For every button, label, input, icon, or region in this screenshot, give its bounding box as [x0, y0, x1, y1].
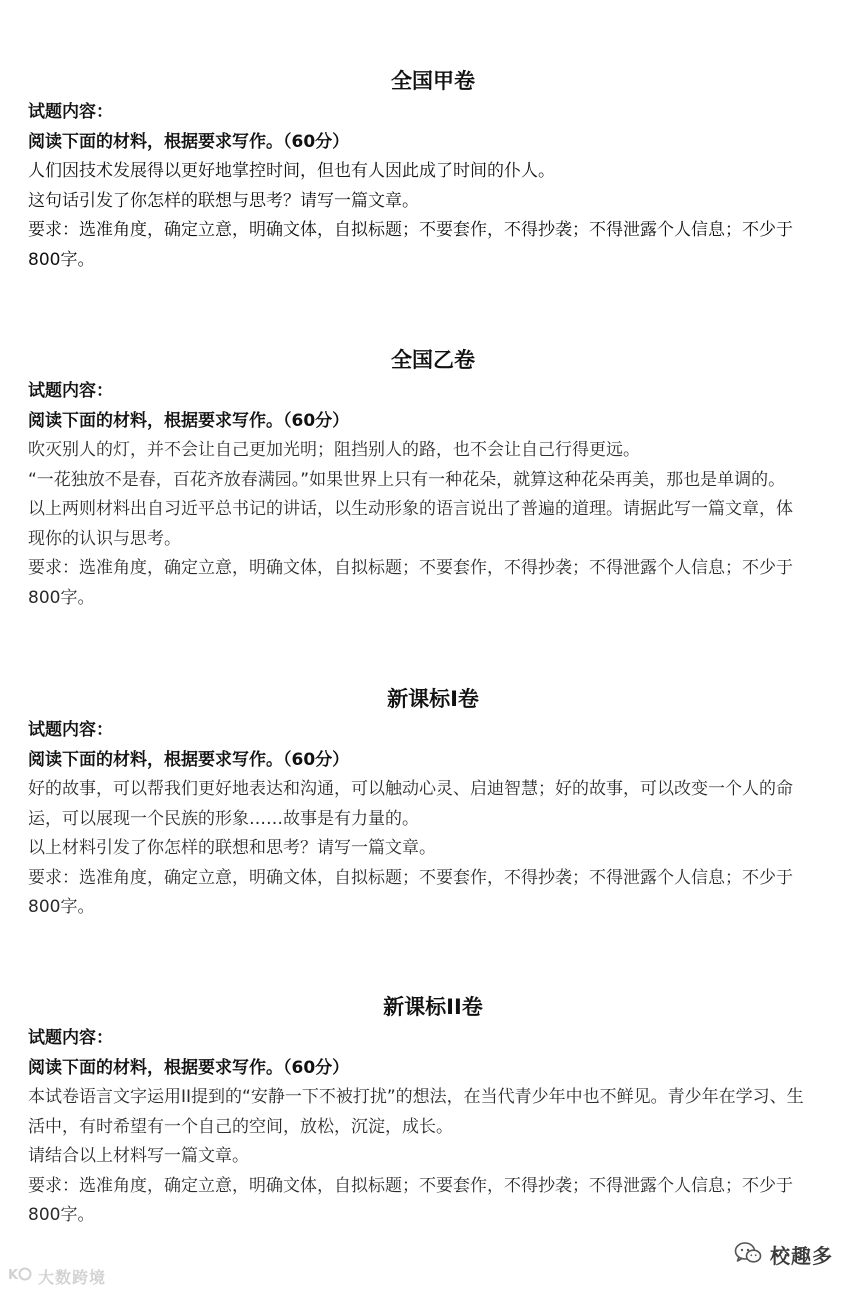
svg-text:K: K [8, 1268, 19, 1283]
section-quanguo-jia [28, 66, 808, 275]
section-title: 全国乙卷 [391, 348, 475, 372]
section-label: 试题内容： [28, 1028, 113, 1048]
section-paragraph: 这句话引发了你怎样的联想与思考？请写一篇文章。 [28, 190, 419, 211]
section-title: 新课标I卷 [387, 687, 479, 711]
logo-icon [8, 1264, 34, 1288]
section-paragraph: 本试卷语言文字运用II提到的“安静一下不被打扰”的想法，在当代青少年中也不鲜见。青少年在学习、生活中，有时希望有一个自己的空间，放松，沉淀，成长。 [28, 1087, 804, 1137]
section-xinkebiao-1 [28, 684, 808, 923]
section-paragraph: 请结合以上材料写一篇文章。 [28, 1146, 249, 1166]
watermark-right-text: 校趣多 [770, 1244, 833, 1268]
section-instruction: 阅读下面的材料，根据要求写作。（60分） [28, 749, 350, 770]
section-quanguo-yi [28, 345, 808, 613]
section-paragraph: 要求：选准角度，确定立意，明确文体，自拟标题；不要套作，不得抄袭；不得泄露个人信息；不少于800字。 [28, 558, 793, 608]
section-paragraph: 要求：选准角度，确定立意，明确文体，自拟标题；不要套作，不得抄袭；不得泄露个人信息；不少于800字。 [28, 867, 793, 917]
section-paragraph: 人们因技术发展得以更好地掌控时间，但也有人因此成了时间的仆人。 [28, 161, 555, 181]
section-paragraph: 好的故事，可以帮我们更好地表达和沟通，可以触动心灵、启迪智慧；好的故事，可以改变一个人的命运，可以展现一个民族的形象……故事是有力量的。 [28, 779, 793, 829]
brand-watermark [8, 1264, 106, 1288]
section-paragraph: 要求：选准角度，确定立意，明确文体，自拟标题；不要套作，不得抄袭；不得泄露个人信息；不少于800字。 [28, 1175, 793, 1225]
section-paragraph: “一花独放不是春，百花齐放春满园。”如果世界上只有一种花朵，就算这种花朵再美，那也是单调的。 [28, 469, 786, 490]
watermark-left-text: 大数跨境 [38, 1267, 107, 1287]
section-paragraph: 要求：选准角度，确定立意，明确文体，自拟标题；不要套作，不得抄袭；不得泄露个人信息；不少于800字。 [28, 220, 793, 270]
section-paragraph: 以上两则材料出自习近平总书记的讲话，以生动形象的语言说出了普遍的道理。请据此写一篇文章，体现你的认识与思考。 [28, 499, 793, 549]
wechat-icon [734, 1241, 762, 1269]
section-xinkebiao-2 [28, 992, 808, 1231]
section-instruction: 阅读下面的材料，根据要求写作。（60分） [28, 1057, 350, 1078]
section-paragraph: 吹灭别人的灯，并不会让自己更加光明；阻挡别人的路，也不会让自己行得更远。 [28, 440, 640, 460]
section-title: 全国甲卷 [391, 69, 475, 93]
section-instruction: 阅读下面的材料，根据要求写作。（60分） [28, 410, 350, 431]
section-title: 新课标II卷 [383, 995, 483, 1019]
section-label: 试题内容： [28, 102, 113, 122]
section-label: 试题内容： [28, 720, 113, 740]
section-paragraph: 以上材料引发了你怎样的联想和思考？请写一篇文章。 [28, 838, 436, 858]
section-instruction: 阅读下面的材料，根据要求写作。（60分） [28, 131, 350, 152]
section-label: 试题内容： [28, 381, 113, 401]
wechat-watermark [734, 1240, 833, 1269]
